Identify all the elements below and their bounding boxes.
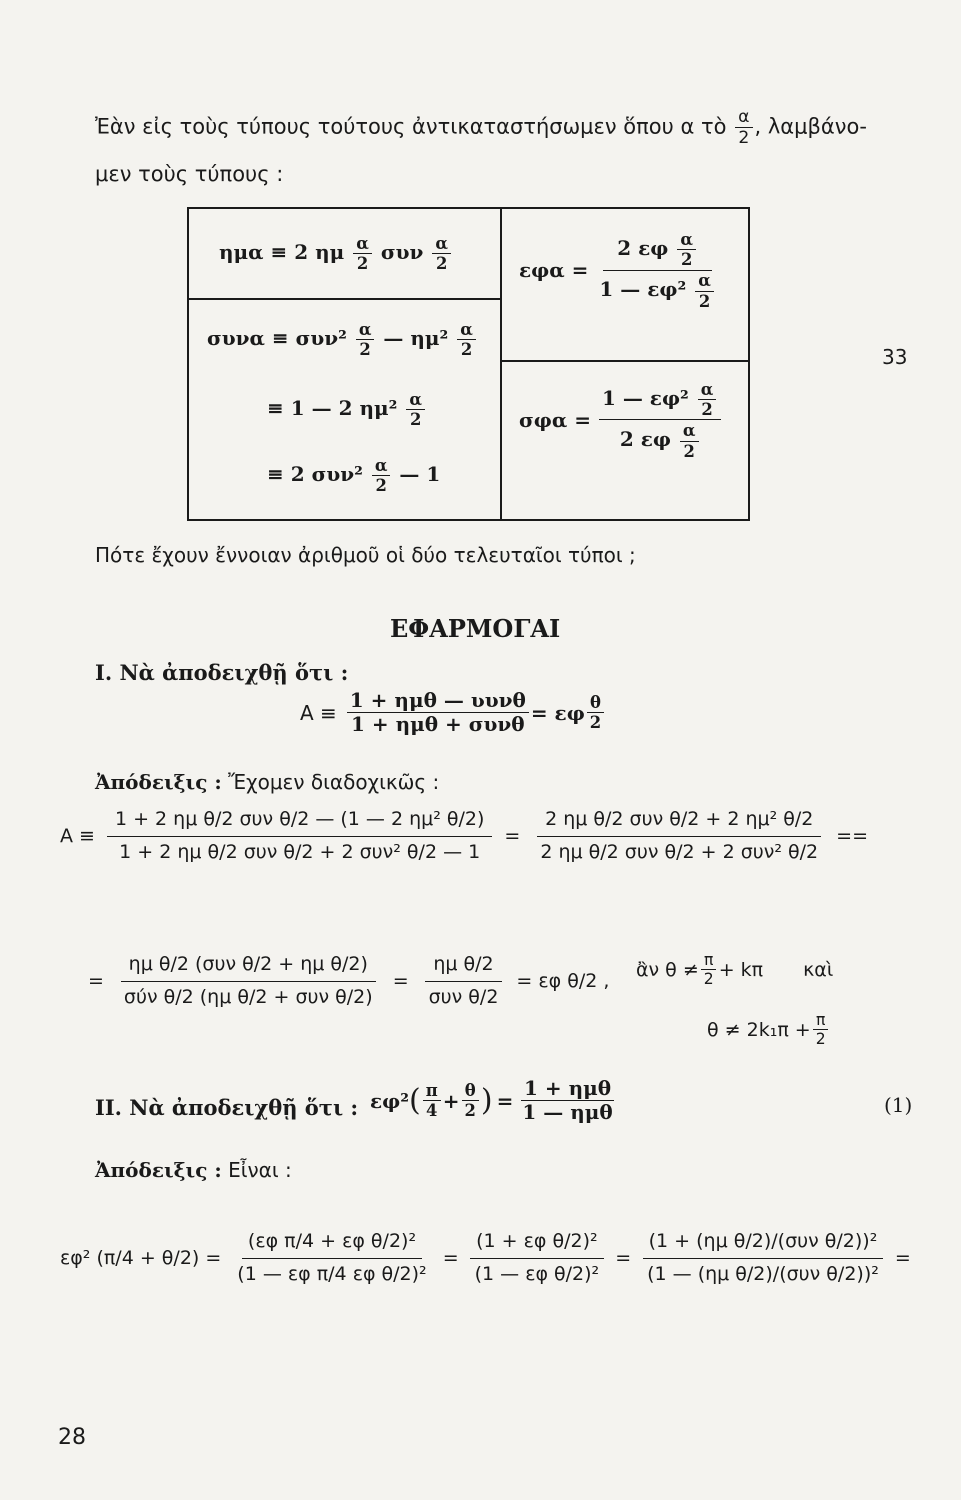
intro-frac-den: 2	[738, 128, 750, 149]
proof1-step2: = $\frac{\text{ημ θ/2 (συν θ/2 + ημ θ/2)}}{\text{σύν θ/2 (ημ θ/2 + συν θ/2)}}$ = $\frac{\text{ημ θ/2}}{\text{συν θ/2}}$ = εφ θ/2 ,	[88, 953, 610, 1008]
intro-frac-num: α	[735, 108, 752, 128]
cell1-frac-1: $\frac{\alpha}{2}$	[353, 235, 372, 272]
proof1-condition-2: θ ≠ 2k₁π + $\frac{\pi}{2}$	[707, 1012, 831, 1048]
intro-text-before: Ἐὰν εἰς τοὺς τύπους τούτους ἀντικαταστήσωμεν ὅπου α τὸ	[95, 114, 727, 139]
box-left-divider	[189, 298, 500, 300]
formula-cos-double-3: ≡ 2 συν² $\frac{\alpha}{2}$ — 1	[267, 456, 441, 496]
formula-cos-double-1: συνα ≡ συν² $\frac{\alpha}{2}$ — ημ² $\frac{\alpha}{2}$	[207, 321, 478, 358]
cell1-mid: συν	[380, 240, 424, 265]
cell1-lhs: ημα ≡ 2 ημ	[219, 240, 345, 265]
formula-box	[187, 207, 750, 521]
intro-fraction	[735, 108, 752, 147]
formula-cos-double-2: ≡ 1 — 2 ημ² $\frac{\alpha}{2}$	[267, 391, 427, 428]
formula-cot-double: σφα = 1 — εφ² $\frac{\alpha}{2}$ 2 εφ $\frac{\alpha}{2}$	[519, 381, 723, 460]
formula-sin-double	[219, 235, 453, 272]
proof1-heading: Ἀπόδειξις : Ἔχομεν διαδοχικῶς :	[95, 770, 440, 794]
intro-text-after: , λαμβάνο-	[754, 114, 867, 139]
page-number: 28	[58, 1425, 86, 1450]
intro-line-2: μεν τοὺς τύπους :	[95, 162, 284, 186]
app2-formula: εφ² ( $\frac{\pi}{4}$ + $\frac{\theta}{2}$ ) = $\frac{\text{1 + ημθ}}{\text{1 — ημθ}}$	[370, 1076, 613, 1124]
equation-number: (1)	[884, 1093, 913, 1117]
question-text: Πότε ἔχουν ἔννοιαν ἀριθμοῦ οἱ δύο τελευταῖοι τύποι ;	[95, 543, 636, 567]
side-number: 33	[882, 345, 908, 369]
formula-tan-double: εφα = 2 εφ $\frac{\alpha}{2}$ 1 — εφ² $\frac{\alpha}{2}$	[519, 231, 721, 310]
cell1-frac-2: $\frac{\alpha}{2}$	[432, 235, 451, 272]
app2-label: ΙΙ. Νὰ ἀποδειχθῇ ὅτι :	[95, 1095, 359, 1120]
proof2-chain: εφ² (π/4 + θ/2) = $\frac{\text{(εφ π/4 + εφ θ/2)²}}{\text{(1 — εφ π/4 εφ θ/2)²}}$ = $\frac{\text{(1 + εφ θ/2)²}}{\text{(1 — εφ θ/2)²}}$ = $\frac{\text{(1 + (ημ θ/2)/(συν θ/2))²}}{\text{(1 — (ημ θ/2)/(συν θ/2))²}}$ =	[60, 1230, 911, 1285]
app1-formula: Α ≡ $\frac{\text{1 + ημθ — ʋυνθ}}{\text{1 + ημθ + συνθ}}$ = εφ $\frac{\theta}{2}$	[300, 690, 606, 735]
intro-line-1	[95, 108, 867, 147]
proof1-condition-1: ἂν θ ≠ $\frac{\pi}{2}$ + kπ καὶ	[636, 951, 834, 989]
box-right-divider	[500, 360, 748, 362]
proof2-heading: Ἀπόδειξις : Εἶναι :	[95, 1158, 292, 1182]
app1-label: Ι. Νὰ ἀποδειχθῇ ὅτι :	[95, 660, 349, 685]
proof1-step1: Α ≡ $\frac{\text{1 + 2 ημ θ/2 συν θ/2 — (1 — 2 ημ² θ/2)}}{\text{1 + 2 ημ θ/2 συν θ/2 + 2 συν² θ/2 — 1}}$ = $\frac{\text{2 ημ θ/2 συν θ/2 + 2 ημ² θ/2}}{\text{2 ημ θ/2 συν θ/2 + 2 συν² θ/2}}$ ==	[60, 808, 868, 863]
section-title: ΕΦΑΡΜΟΓΑΙ	[390, 614, 561, 643]
box-vertical-divider	[500, 209, 502, 519]
